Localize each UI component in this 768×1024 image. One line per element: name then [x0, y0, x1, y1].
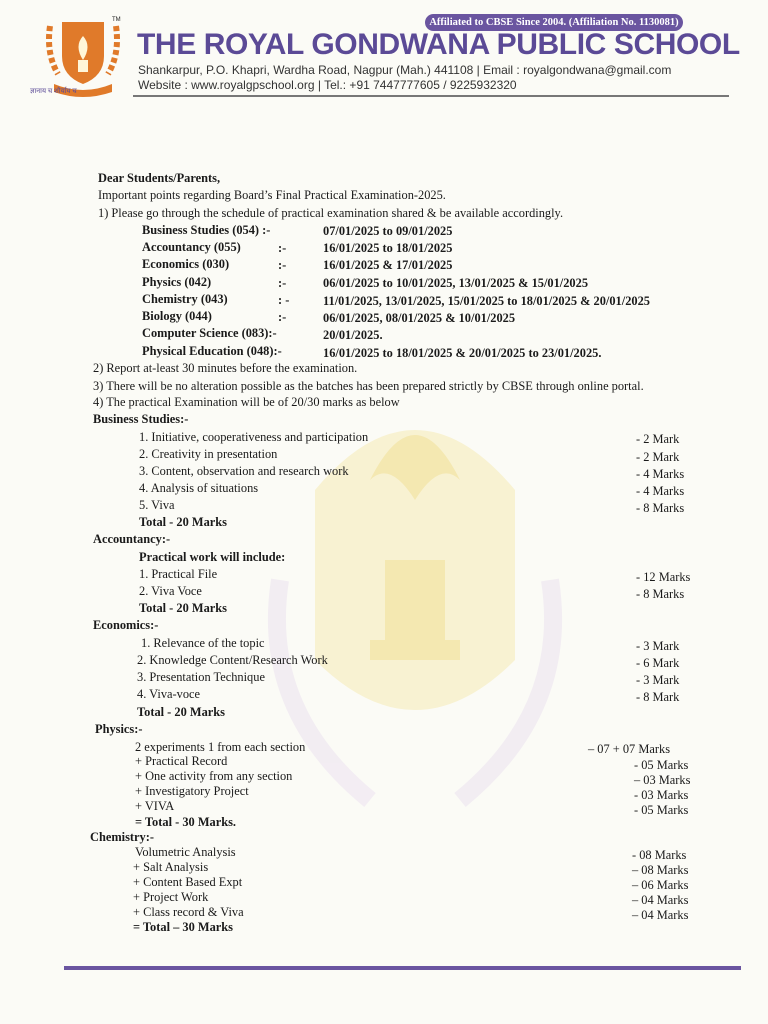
- criterion-marks: – 07 + 07 Marks: [588, 742, 671, 756]
- schedule-subject: Economics (030): [142, 257, 230, 271]
- section-title: Economics:-: [93, 618, 159, 632]
- section-total: = Total - 30 Marks.: [135, 815, 237, 829]
- criterion-label: 4. Analysis of situations: [139, 481, 259, 495]
- section-title: Chemistry:-: [90, 830, 154, 844]
- criterion-marks: - 2 Mark: [636, 450, 680, 464]
- criterion-label: + Content Based Expt: [133, 875, 243, 889]
- criterion-marks: - 8 Marks: [636, 501, 685, 515]
- criterion-marks: - 3 Mark: [636, 639, 680, 653]
- section-total: Total - 20 Marks: [137, 705, 225, 719]
- schedule-subject: Physics (042): [142, 275, 212, 289]
- schedule-dates: 16/01/2025 to 18/01/2025 & 20/01/2025 to 23/01/2025.: [323, 346, 602, 360]
- section-total: Total - 20 Marks: [139, 601, 227, 615]
- schedule-subject: Physical Education (048):-: [142, 344, 282, 358]
- criterion-label: 3. Content, observation and research work: [139, 464, 349, 478]
- criterion-label: 2. Viva Voce: [139, 584, 202, 598]
- section-intro: Practical work will include:: [139, 550, 286, 564]
- affiliation-badge: Affiliated to CBSE Since 2004. (Affiliation No. 1130081): [425, 14, 683, 31]
- schedule-colon: :-: [278, 276, 287, 290]
- schedule-dates: 06/01/2025 to 10/01/2025, 13/01/2025 & 15/01/2025: [323, 276, 589, 290]
- schedule-subject: Accountancy (055): [142, 240, 241, 254]
- schedule-dates: 11/01/2025, 13/01/2025, 15/01/2025 to 18/01/2025 & 20/01/2025: [323, 294, 650, 308]
- criterion-label: + Practical Record: [135, 754, 228, 768]
- point-1: 1) Please go through the schedule of practical examination shared & be available accordingly.: [98, 206, 564, 220]
- criterion-label: 1. Practical File: [139, 567, 218, 581]
- schedule-subject: Computer Science (083):-: [142, 326, 277, 340]
- point-2: 2) Report at-least 30 minutes before the examination.: [93, 361, 358, 375]
- criterion-marks: - 8 Marks: [636, 587, 685, 601]
- criterion-label: 3. Presentation Technique: [137, 670, 265, 684]
- schedule-dates: 16/01/2025 to 18/01/2025: [323, 241, 453, 255]
- criterion-label: Volumetric Analysis: [135, 845, 236, 859]
- trademark-mark: TM: [112, 17, 121, 23]
- schedule-dates: 07/01/2025 to 09/01/2025: [323, 224, 453, 238]
- school-logo: [40, 14, 126, 98]
- criterion-marks: – 08 Marks: [632, 863, 689, 877]
- criterion-marks: - 8 Mark: [636, 690, 680, 704]
- schedule-colon: :-: [278, 310, 287, 324]
- schedule-subject: Biology (044): [142, 309, 212, 323]
- point-4: 4) The practical Examination will be of 20/30 marks as below: [93, 395, 400, 409]
- footer-divider: [64, 966, 741, 970]
- address-line: Shankarpur, P.O. Khapri, Wardha Road, Nagpur (Mah.) 441108 | Email : royalgondwana@gmail.com: [138, 63, 672, 77]
- schedule-dates: 06/01/2025, 08/01/2025 & 10/01/2025: [323, 311, 516, 325]
- section-total: Total - 20 Marks: [139, 515, 227, 529]
- schedule-colon: :-: [278, 241, 287, 255]
- criterion-label: + Project Work: [133, 890, 209, 904]
- website-line: Website : www.royalgpschool.org | Tel.: +91 7447777605 / 9225932320: [138, 78, 517, 92]
- criterion-marks: - 4 Marks: [636, 484, 685, 498]
- schedule-subject: Business Studies (054) :-: [142, 223, 271, 237]
- section-total: = Total – 30 Marks: [133, 920, 234, 934]
- point-3: 3) There will be no alteration possible as the batches has been prepared strictly by CBSE through online portal.: [93, 379, 644, 393]
- school-name: THE ROYAL GONDWANA PUBLIC SCHOOL: [137, 28, 740, 61]
- criterion-marks: – 04 Marks: [632, 908, 689, 922]
- criterion-marks: - 3 Mark: [636, 673, 680, 687]
- schedule-dates: 16/01/2025 & 17/01/2025: [323, 258, 453, 272]
- criterion-label: 5. Viva: [139, 498, 175, 512]
- schedule-colon: :-: [278, 258, 287, 272]
- schedule-subject: Chemistry (043): [142, 292, 228, 306]
- section-title: Business Studies:-: [93, 412, 189, 426]
- criterion-label: + Salt Analysis: [133, 860, 209, 874]
- criterion-label: 2. Knowledge Content/Research Work: [137, 653, 328, 667]
- criterion-marks: – 04 Marks: [632, 893, 689, 907]
- criterion-label: 4. Viva-voce: [137, 687, 201, 701]
- criterion-marks: – 06 Marks: [632, 878, 689, 892]
- schedule-dates: 20/01/2025.: [323, 328, 383, 342]
- section-title: Physics:-: [95, 722, 143, 736]
- criterion-label: 1. Relevance of the topic: [141, 636, 265, 650]
- criterion-label: 2 experiments 1 from each section: [135, 740, 306, 754]
- criterion-label: 1. Initiative, cooperativeness and participation: [139, 430, 369, 444]
- logo-motto: ज्ञानाय च शौर्याय च: [30, 87, 77, 95]
- criterion-label: + VIVA: [135, 799, 175, 813]
- criterion-marks: - 05 Marks: [634, 758, 689, 772]
- criterion-label: + Investigatory Project: [135, 784, 249, 798]
- section-title: Accountancy:-: [93, 532, 171, 546]
- schedule-colon: : -: [278, 293, 290, 307]
- criterion-label: 2. Creativity in presentation: [139, 447, 278, 461]
- subject-line: Important points regarding Board’s Final Practical Examination-2025.: [98, 188, 446, 202]
- criterion-marks: – 03 Marks: [634, 773, 691, 787]
- criterion-label: + One activity from any section: [135, 769, 293, 783]
- criterion-marks: - 05 Marks: [634, 803, 689, 817]
- criterion-marks: - 2 Mark: [636, 432, 680, 446]
- criterion-marks: - 03 Marks: [634, 788, 689, 802]
- header-divider: [133, 95, 729, 97]
- criterion-marks: - 4 Marks: [636, 467, 685, 481]
- criterion-marks: - 6 Mark: [636, 656, 680, 670]
- criterion-marks: - 08 Marks: [632, 848, 687, 862]
- criterion-marks: - 12 Marks: [636, 570, 691, 584]
- salutation: Dear Students/Parents,: [98, 171, 221, 185]
- criterion-label: + Class record & Viva: [133, 905, 244, 919]
